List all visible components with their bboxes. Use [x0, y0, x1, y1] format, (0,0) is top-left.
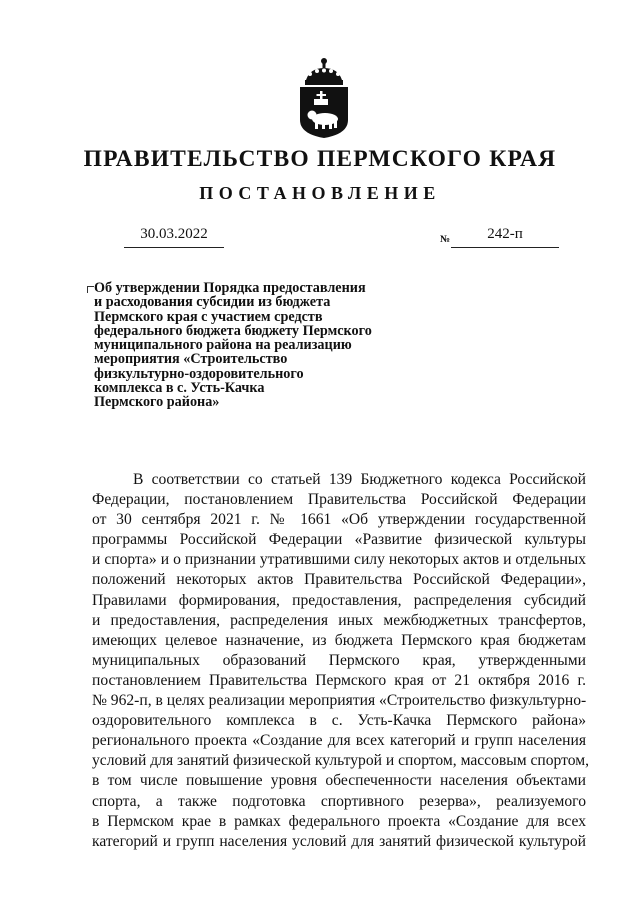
body-line: и предоставления, распределения иных межбюджетных трансфертов,: [92, 611, 586, 629]
subject-line: физкультурно-оздоровительного: [94, 365, 304, 382]
subject-line: и расходования субсидии из бюджета: [94, 294, 331, 311]
body-line: регионального проекта «Создание для всех категорий и групп населения: [92, 732, 586, 750]
body-line: в Пермском крае в рамках федерального проекта «Создание для всех: [92, 812, 586, 830]
body-line: постановлением Правительства Пермского края от 21 октября 2016 г.: [92, 671, 586, 689]
subject-line: Об утверждении Порядка предоставления: [94, 280, 366, 296]
body-line: спорта, а также подготовка спортивного резерва», реализуемого: [92, 792, 586, 810]
subject-line: Пермского района»: [94, 394, 220, 411]
body-line: № 962-п, в целях реализации мероприятия «Строительство физкультурно-: [92, 692, 587, 710]
body-paragraph: [92, 470, 590, 852]
subject-line: комплекса в с. Усть-Качка: [94, 380, 265, 397]
body-line: имеющих целевое назначение, из бюджета Пермского края бюджетам: [92, 631, 586, 649]
body-line: Правилами формирования, предоставления, распределения субсидий: [92, 591, 586, 609]
perm-krai-coat-of-arms-icon: [296, 56, 352, 140]
number-sign: №: [440, 234, 451, 245]
body-line: категорий и групп населения условий для занятий физической культурой: [92, 832, 586, 850]
body-line: и спорта» и о признании утратившими силу некоторых актов и отдельных: [92, 551, 586, 569]
subject-line: федерального бюджета бюджету Пермского: [94, 322, 372, 339]
body-line: В соответствии со статьей 139 Бюджетного кодекса Российской: [133, 471, 586, 488]
subject-line: муниципального района на реализацию: [94, 337, 352, 354]
subject-line: мероприятия «Строительство: [94, 351, 288, 368]
body-line: оздоровительного комплекса в с. Усть-Качка Пермского района»: [92, 712, 586, 730]
body-line: программы Российской Федерации «Развитие физической культуры: [92, 531, 586, 549]
body-line: Федерации, постановлением Правительства Российской Федерации: [92, 491, 586, 509]
subject-corner-mark: [87, 286, 94, 293]
body-line: муниципальных образований Пермского края, утвержденными: [92, 651, 586, 669]
government-title: ПРАВИТЕЛЬСТВО ПЕРМСКОГО КРАЯ: [83, 146, 557, 172]
document-date: 30.03.2022: [124, 226, 224, 248]
body-line: условий для занятий физической культурой и спортом, массовым спортом,: [92, 752, 590, 770]
body-line: от 30 сентября 2021 г. № 1661 «Об утверждении государственной: [92, 511, 586, 529]
body-line: в том числе повышение уровня обеспеченности населения объектами: [92, 772, 586, 790]
document-subject: [94, 281, 414, 410]
document-type: ПОСТАНОВЛЕНИЕ: [199, 183, 441, 203]
document-number: 242-п: [451, 226, 559, 248]
body-line: положений некоторых актов Правительства Российской Федерации»,: [92, 571, 586, 589]
subject-line: Пермского края с участием средств: [94, 308, 323, 325]
